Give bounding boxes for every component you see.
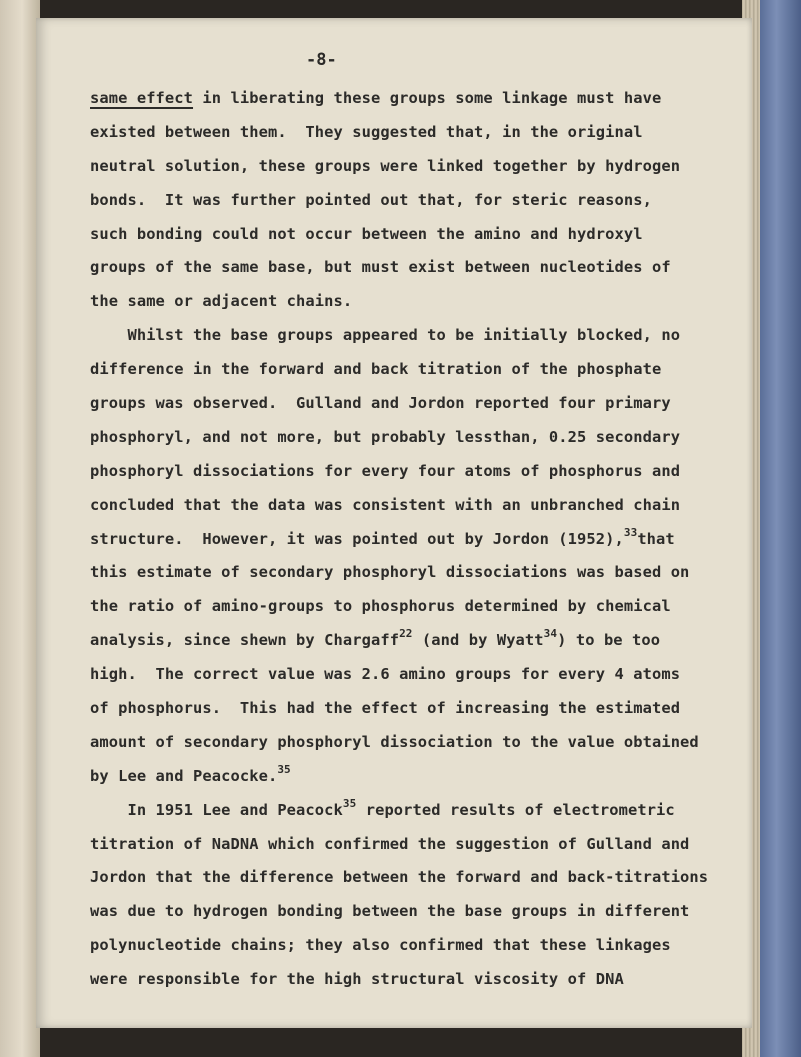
text-line: this estimate of secondary phosphoryl dissociations was based on xyxy=(90,563,690,582)
text-line: amount of secondary phosphoryl dissociation to the value obtained xyxy=(90,732,699,751)
body-text xyxy=(90,82,750,997)
text-line: the ratio of amino-groups to phosphorus determined by chemical xyxy=(90,597,671,616)
underlined-phrase: same effect xyxy=(90,89,194,107)
text-run: In 1951 Lee and Peacock xyxy=(90,800,343,819)
facing-page-edge xyxy=(0,0,40,1057)
text-line xyxy=(90,82,750,116)
text-line: difference in the forward and back titration of the phosphate xyxy=(90,360,662,379)
text-run: that xyxy=(637,529,675,548)
text-run: analysis, since shewn by Chargaff xyxy=(90,631,400,650)
text-line: groups was observed. Gulland and Jordon reported four primary xyxy=(90,394,671,413)
citation-superscript: 34 xyxy=(543,627,558,641)
text-line: titration of NaDNA which confirmed the suggestion of Gulland and xyxy=(90,834,690,853)
citation-superscript: 35 xyxy=(277,762,291,776)
text-run: reported results of electrometric xyxy=(356,800,675,819)
text-line: bonds. It was further pointed out that, for steric reasons, xyxy=(90,190,652,209)
text-line xyxy=(90,624,750,658)
page-number: -8- xyxy=(306,50,337,70)
citation-superscript: 33 xyxy=(623,525,638,539)
text-line: concluded that the data was consistent with an unbranched chain xyxy=(90,495,681,514)
text-run: (and by Wyatt xyxy=(412,631,544,650)
text-run: by Lee and Peacocke. xyxy=(90,766,278,785)
text-line xyxy=(90,523,750,557)
text-line: Whilst the base groups appeared to be initially blocked, no xyxy=(90,326,681,345)
citation-superscript: 35 xyxy=(342,796,357,810)
text-line: such bonding could not occur between the amino and hydroxyl xyxy=(90,224,643,243)
text-line: high. The correct value was 2.6 amino groups for every 4 atoms xyxy=(90,665,681,684)
text-run: ) to be too xyxy=(557,631,661,650)
citation-superscript: 22 xyxy=(399,627,413,641)
text-line: of phosphorus. This had the effect of increasing the estimated xyxy=(90,699,681,718)
text-line: phosphoryl, and not more, but probably lessthan, 0.25 secondary xyxy=(90,427,681,446)
text-run: in liberating these groups some linkage must have xyxy=(193,89,662,107)
text-line: polynucleotide chains; they also confirmed that these linkages xyxy=(90,936,671,955)
text-line: existed between them. They suggested that, in the original xyxy=(90,122,643,141)
text-line: neutral solution, these groups were linked together by hydrogen xyxy=(90,156,681,175)
text-line xyxy=(90,794,750,828)
text-line: groups of the same base, but must exist between nucleotides of xyxy=(90,258,671,277)
text-run: structure. However, it was pointed out by Jordon (1952), xyxy=(90,529,624,548)
text-line: the same or adjacent chains. xyxy=(90,292,353,311)
text-line: phosphoryl dissociations for every four atoms of phosphorus and xyxy=(90,461,681,480)
text-line xyxy=(90,760,750,794)
text-line: was due to hydrogen bonding between the base groups in different xyxy=(90,902,690,921)
text-line: Jordon that the difference between the forward and back-titrations xyxy=(90,868,709,887)
book-cover-edge xyxy=(760,0,801,1057)
document-page xyxy=(36,18,752,1028)
text-line: were responsible for the high structural viscosity of DNA xyxy=(90,970,624,989)
